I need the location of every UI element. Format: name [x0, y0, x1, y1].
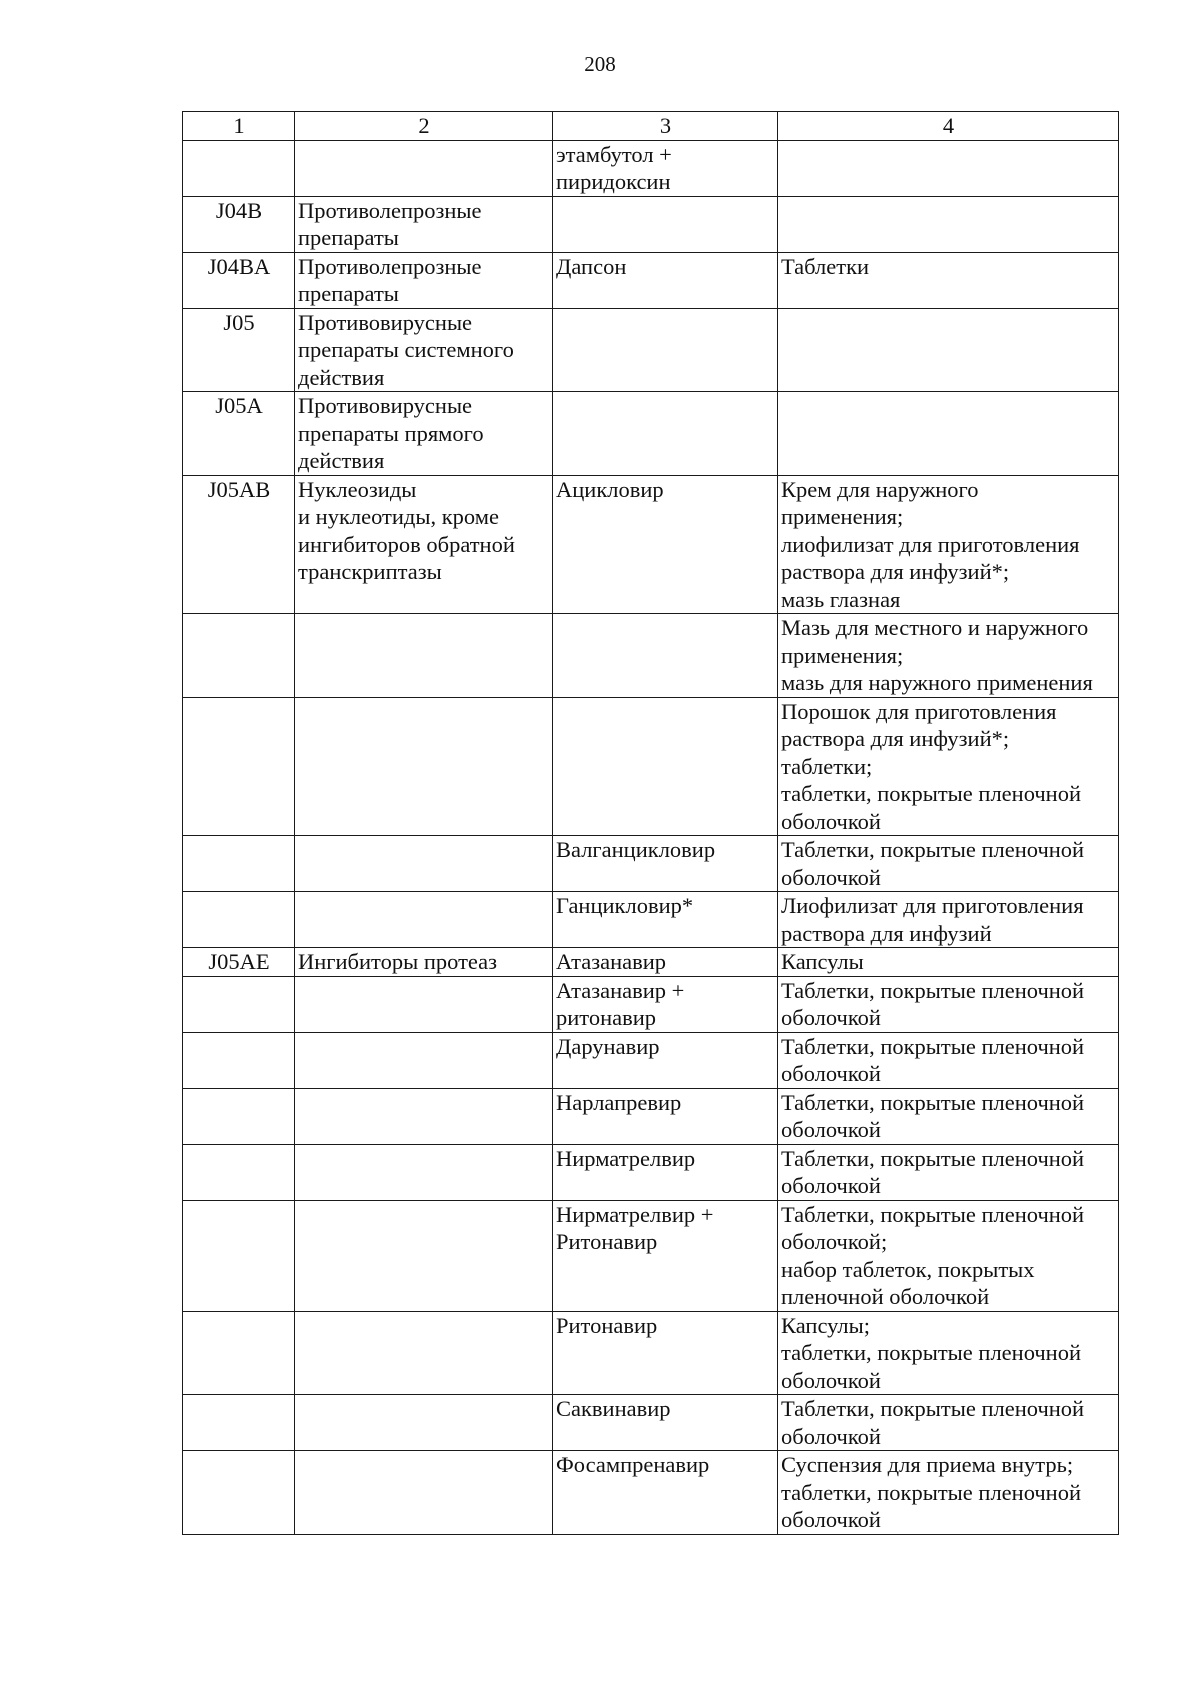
drug-name-cell: Нирматрелвир + Ритонавир — [553, 1200, 778, 1311]
atc-code-cell — [183, 836, 295, 892]
drug-name-cell: Ритонавир — [553, 1311, 778, 1395]
atc-code-cell — [183, 614, 295, 698]
drug-name-cell: Дапсон — [553, 252, 778, 308]
dosage-form-cell — [778, 308, 1119, 392]
atc-code-cell — [183, 1144, 295, 1200]
dosage-form-cell: Лиофилизат для приготовления раствора для инфузий — [778, 892, 1119, 948]
dosage-form-cell: Таблетки, покрытые пленочной оболочкой — [778, 836, 1119, 892]
group-name-cell — [295, 892, 553, 948]
table-row — [183, 1200, 1119, 1311]
group-name-cell — [295, 614, 553, 698]
drug-name-cell — [553, 392, 778, 476]
drug-name-cell — [553, 196, 778, 252]
atc-code-cell — [183, 697, 295, 836]
group-name-cell: Противолепрозные препараты — [295, 196, 553, 252]
table-row — [183, 475, 1119, 614]
table-row — [183, 836, 1119, 892]
dosage-form-cell: Таблетки, покрытые пленочной оболочкой — [778, 976, 1119, 1032]
drug-table — [182, 111, 1119, 1535]
drug-name-cell — [553, 614, 778, 698]
atc-code-cell — [183, 976, 295, 1032]
drug-name-cell: Дарунавир — [553, 1032, 778, 1088]
dosage-form-cell: Мазь для местного и наружного применения; мазь для наружного применения — [778, 614, 1119, 698]
atc-code-cell — [183, 1032, 295, 1088]
atc-code-cell — [183, 1311, 295, 1395]
atc-code-cell — [183, 140, 295, 196]
dosage-form-cell — [778, 196, 1119, 252]
dosage-form-cell: Капсулы; таблетки, покрытые пленочной оболочкой — [778, 1311, 1119, 1395]
group-name-cell — [295, 1144, 553, 1200]
table-row — [183, 1451, 1119, 1535]
dosage-form-cell: Таблетки, покрытые пленочной оболочкой — [778, 1395, 1119, 1451]
group-name-cell — [295, 1200, 553, 1311]
dosage-form-cell: Таблетки, покрытые пленочной оболочкой — [778, 1144, 1119, 1200]
table-row — [183, 1032, 1119, 1088]
table-body — [183, 140, 1119, 1534]
dosage-form-cell: Суспензия для приема внутрь; таблетки, покрытые пленочной оболочкой — [778, 1451, 1119, 1535]
table-row — [183, 196, 1119, 252]
atc-code-cell: J05A — [183, 392, 295, 476]
atc-code-cell: J04B — [183, 196, 295, 252]
group-name-cell — [295, 140, 553, 196]
atc-code-cell: J05AB — [183, 475, 295, 614]
dosage-form-cell: Капсулы — [778, 948, 1119, 977]
table-row — [183, 892, 1119, 948]
group-name-cell — [295, 1311, 553, 1395]
drug-name-cell: этамбутол + пиридоксин — [553, 140, 778, 196]
atc-code-cell: J05 — [183, 308, 295, 392]
table-row — [183, 1144, 1119, 1200]
dosage-form-cell — [778, 140, 1119, 196]
drug-name-cell: Валганцикловир — [553, 836, 778, 892]
drug-name-cell — [553, 697, 778, 836]
group-name-cell — [295, 976, 553, 1032]
atc-code-cell — [183, 1088, 295, 1144]
dosage-form-cell: Таблетки — [778, 252, 1119, 308]
atc-code-cell — [183, 1200, 295, 1311]
group-name-cell: Ингибиторы протеаз — [295, 948, 553, 977]
header-col-3: 3 — [553, 112, 778, 141]
atc-code-cell — [183, 1451, 295, 1535]
group-name-cell: Нуклеозиды и нуклеотиды, кроме ингибиторов обратной транскриптазы — [295, 475, 553, 614]
group-name-cell — [295, 1088, 553, 1144]
group-name-cell: Противовирусные препараты системного действия — [295, 308, 553, 392]
table-row — [183, 1311, 1119, 1395]
table-row — [183, 252, 1119, 308]
dosage-form-cell: Крем для наружного применения; лиофилизат для приготовления раствора для инфузий*; мазь глазная — [778, 475, 1119, 614]
atc-code-cell — [183, 892, 295, 948]
drug-name-cell: Ганцикловир* — [553, 892, 778, 948]
page-number: 208 — [584, 52, 616, 76]
drug-name-cell: Ацикловир — [553, 475, 778, 614]
dosage-form-cell: Таблетки, покрытые пленочной оболочкой — [778, 1088, 1119, 1144]
table-row — [183, 308, 1119, 392]
drug-name-cell: Фосампренавир — [553, 1451, 778, 1535]
table-row — [183, 614, 1119, 698]
header-col-1: 1 — [183, 112, 295, 141]
group-name-cell: Противолепрозные препараты — [295, 252, 553, 308]
table-row — [183, 1395, 1119, 1451]
header-col-4: 4 — [778, 112, 1119, 141]
dosage-form-cell: Таблетки, покрытые пленочной оболочкой; набор таблеток, покрытых пленочной оболочкой — [778, 1200, 1119, 1311]
group-name-cell — [295, 1032, 553, 1088]
table-row — [183, 1088, 1119, 1144]
drug-name-cell: Нарлапревир — [553, 1088, 778, 1144]
drug-name-cell: Атазанавир — [553, 948, 778, 977]
header-col-2: 2 — [295, 112, 553, 141]
group-name-cell — [295, 1451, 553, 1535]
dosage-form-cell: Таблетки, покрытые пленочной оболочкой — [778, 1032, 1119, 1088]
drug-name-cell — [553, 308, 778, 392]
table-row — [183, 140, 1119, 196]
group-name-cell — [295, 1395, 553, 1451]
group-name-cell — [295, 836, 553, 892]
group-name-cell — [295, 697, 553, 836]
table-row — [183, 392, 1119, 476]
atc-code-cell: J04BA — [183, 252, 295, 308]
drug-name-cell: Нирматрелвир — [553, 1144, 778, 1200]
table-row — [183, 976, 1119, 1032]
table-row — [183, 697, 1119, 836]
group-name-cell: Противовирусные препараты прямого действия — [295, 392, 553, 476]
atc-code-cell: J05AE — [183, 948, 295, 977]
table-row — [183, 948, 1119, 977]
drug-name-cell: Атазанавир + ритонавир — [553, 976, 778, 1032]
dosage-form-cell: Порошок для приготовления раствора для инфузий*; таблетки; таблетки, покрытые пленочной оболочкой — [778, 697, 1119, 836]
header-row — [183, 112, 1119, 141]
dosage-form-cell — [778, 392, 1119, 476]
drug-name-cell: Саквинавир — [553, 1395, 778, 1451]
atc-code-cell — [183, 1395, 295, 1451]
